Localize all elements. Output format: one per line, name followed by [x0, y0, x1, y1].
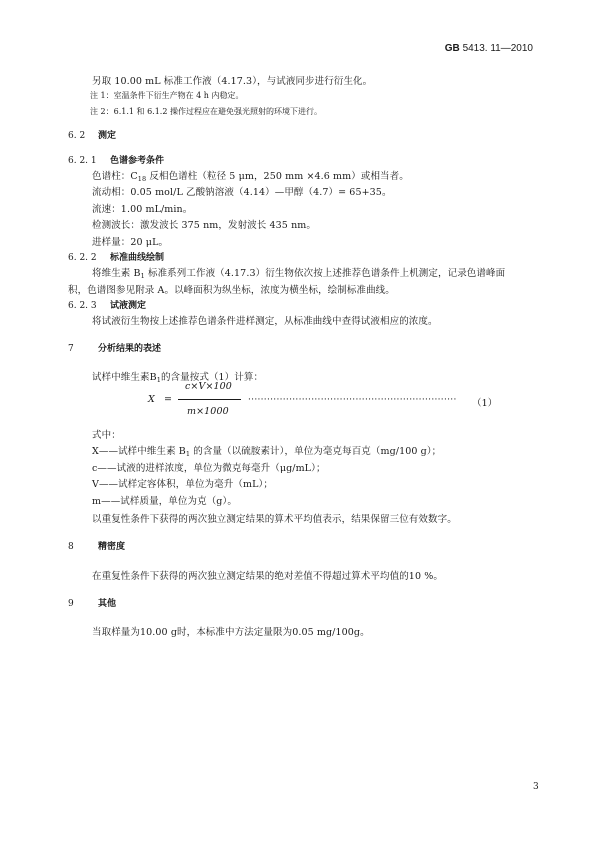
section-title: 精密度 [98, 542, 126, 552]
formula-numerator: c×V×100 [185, 381, 232, 392]
def-x-text-a: X——试样中维生素 B [92, 446, 186, 457]
standard-number: 5413. 11—2010 [462, 43, 533, 54]
formula-variable-x: X [148, 394, 155, 405]
section-6-2-heading [68, 128, 116, 141]
text-column [92, 168, 409, 182]
text-where: 式中： [92, 430, 121, 441]
definition-m: m——试样质量，单位为克（g）。 [92, 496, 237, 507]
def-x-subscript: 1 [185, 450, 191, 458]
text-calculation-intro [92, 369, 263, 383]
section-title: 标准曲线绘制 [110, 253, 165, 263]
formula-denominator: m×1000 [187, 406, 229, 417]
section-8-heading [68, 539, 125, 552]
standard-prefix: GB [444, 43, 460, 54]
section-number: 8 [68, 542, 74, 552]
section-6-2-1-heading [68, 153, 164, 166]
text-mobile-phase: 流动相：0.05 mol/L 乙酸钠溶液（4.14）—甲醇（4.7）= 65+35。 [92, 187, 392, 198]
section-title: 分析结果的表述 [98, 344, 162, 354]
section-title: 测定 [98, 131, 117, 141]
text-curve-line-1 [92, 265, 505, 279]
text-detection-wavelength: 检测波长：激发波长 375 nm，发射波长 435 nm。 [92, 220, 316, 231]
text-result-expression: 以重复性条件下获得的两次独立测定结果的算术平均值表示，结果保留三位有效数字。 [92, 514, 457, 525]
formula-equals: = [164, 394, 173, 405]
section-number: 7 [68, 344, 74, 354]
column-subscript: 18 [137, 175, 147, 183]
def-x-text-b: 的含量（以硫胺素计），单位为毫克每百克（mg/100 g）； [190, 446, 442, 457]
section-9-heading [68, 596, 116, 609]
section-number: 6. 2. 3 [68, 301, 97, 311]
section-number: 6. 2 [68, 131, 86, 141]
calc-text-b: 的含量按式（1）计算： [160, 372, 264, 383]
column-label: 色谱柱：C [92, 171, 138, 182]
text-precision: 在重复性条件下获得的两次独立测定结果的绝对差值不得超过算术平均值的10 %。 [92, 571, 443, 582]
calc-subscript: 1 [156, 376, 161, 384]
text-other: 当取样量为10.00 g时，本标准中方法定量限为0.05 mg/100g。 [92, 627, 370, 638]
formula-fraction-bar [178, 399, 241, 400]
text-curve-line-2: 积，色谱图参见附录 A。以峰面积为纵坐标，浓度为横坐标，绘制标准曲线。 [68, 285, 395, 296]
section-6-2-2-heading [68, 250, 164, 263]
text-test-solution: 将试液衍生物按上述推荐色谱条件进样测定，从标准曲线中查得试液相应的浓度。 [92, 316, 438, 327]
section-number: 6. 2. 2 [68, 253, 97, 263]
definition-c: c——试液的进样浓度，单位为微克每毫升（μg/mL）； [92, 463, 326, 474]
formula-label: （1） [472, 398, 498, 409]
section-7-heading [68, 341, 161, 354]
section-title: 色谱参考条件 [110, 156, 165, 166]
curve-subscript: 1 [140, 272, 145, 280]
curve-text-a: 将维生素 B [92, 268, 141, 279]
definition-x [92, 443, 441, 457]
section-title: 其他 [98, 599, 117, 609]
section-number: 9 [68, 599, 74, 609]
curve-text-b: 标准系列工作液（4.17.3）衍生物依次按上述推荐色谱条件上机测定，记录色谱峰面 [144, 268, 506, 279]
section-6-2-3-heading [68, 298, 146, 311]
section-number: 6. 2. 1 [68, 156, 97, 166]
standard-code [445, 43, 533, 54]
text-standard-solution: 另取 10.00 mL 标准工作液（4.17.3），与试液同步进行衍生化。 [92, 76, 373, 87]
column-text: 反相色谱柱（粒径 5 μm，250 mm ×4.6 mm）或相当者。 [146, 171, 409, 182]
calc-text-a: 试样中维生素B [92, 372, 157, 383]
page-number: 3 [533, 782, 539, 792]
formula-leader-dots: ·································································· [248, 395, 457, 405]
section-title: 试液测定 [110, 301, 147, 311]
definition-v: V——试样定容体积，单位为毫升（mL）； [92, 479, 273, 490]
text-flow-rate: 流速：1.00 mL/min。 [92, 204, 193, 215]
note-1: 注 1：室温条件下衍生产物在 4 h 内稳定。 [90, 91, 244, 100]
note-2: 注 2：6.1.1 和 6.1.2 操作过程应在避免强光照射的环境下进行。 [90, 107, 322, 116]
text-injection-volume: 进样量：20 μL。 [92, 237, 169, 248]
